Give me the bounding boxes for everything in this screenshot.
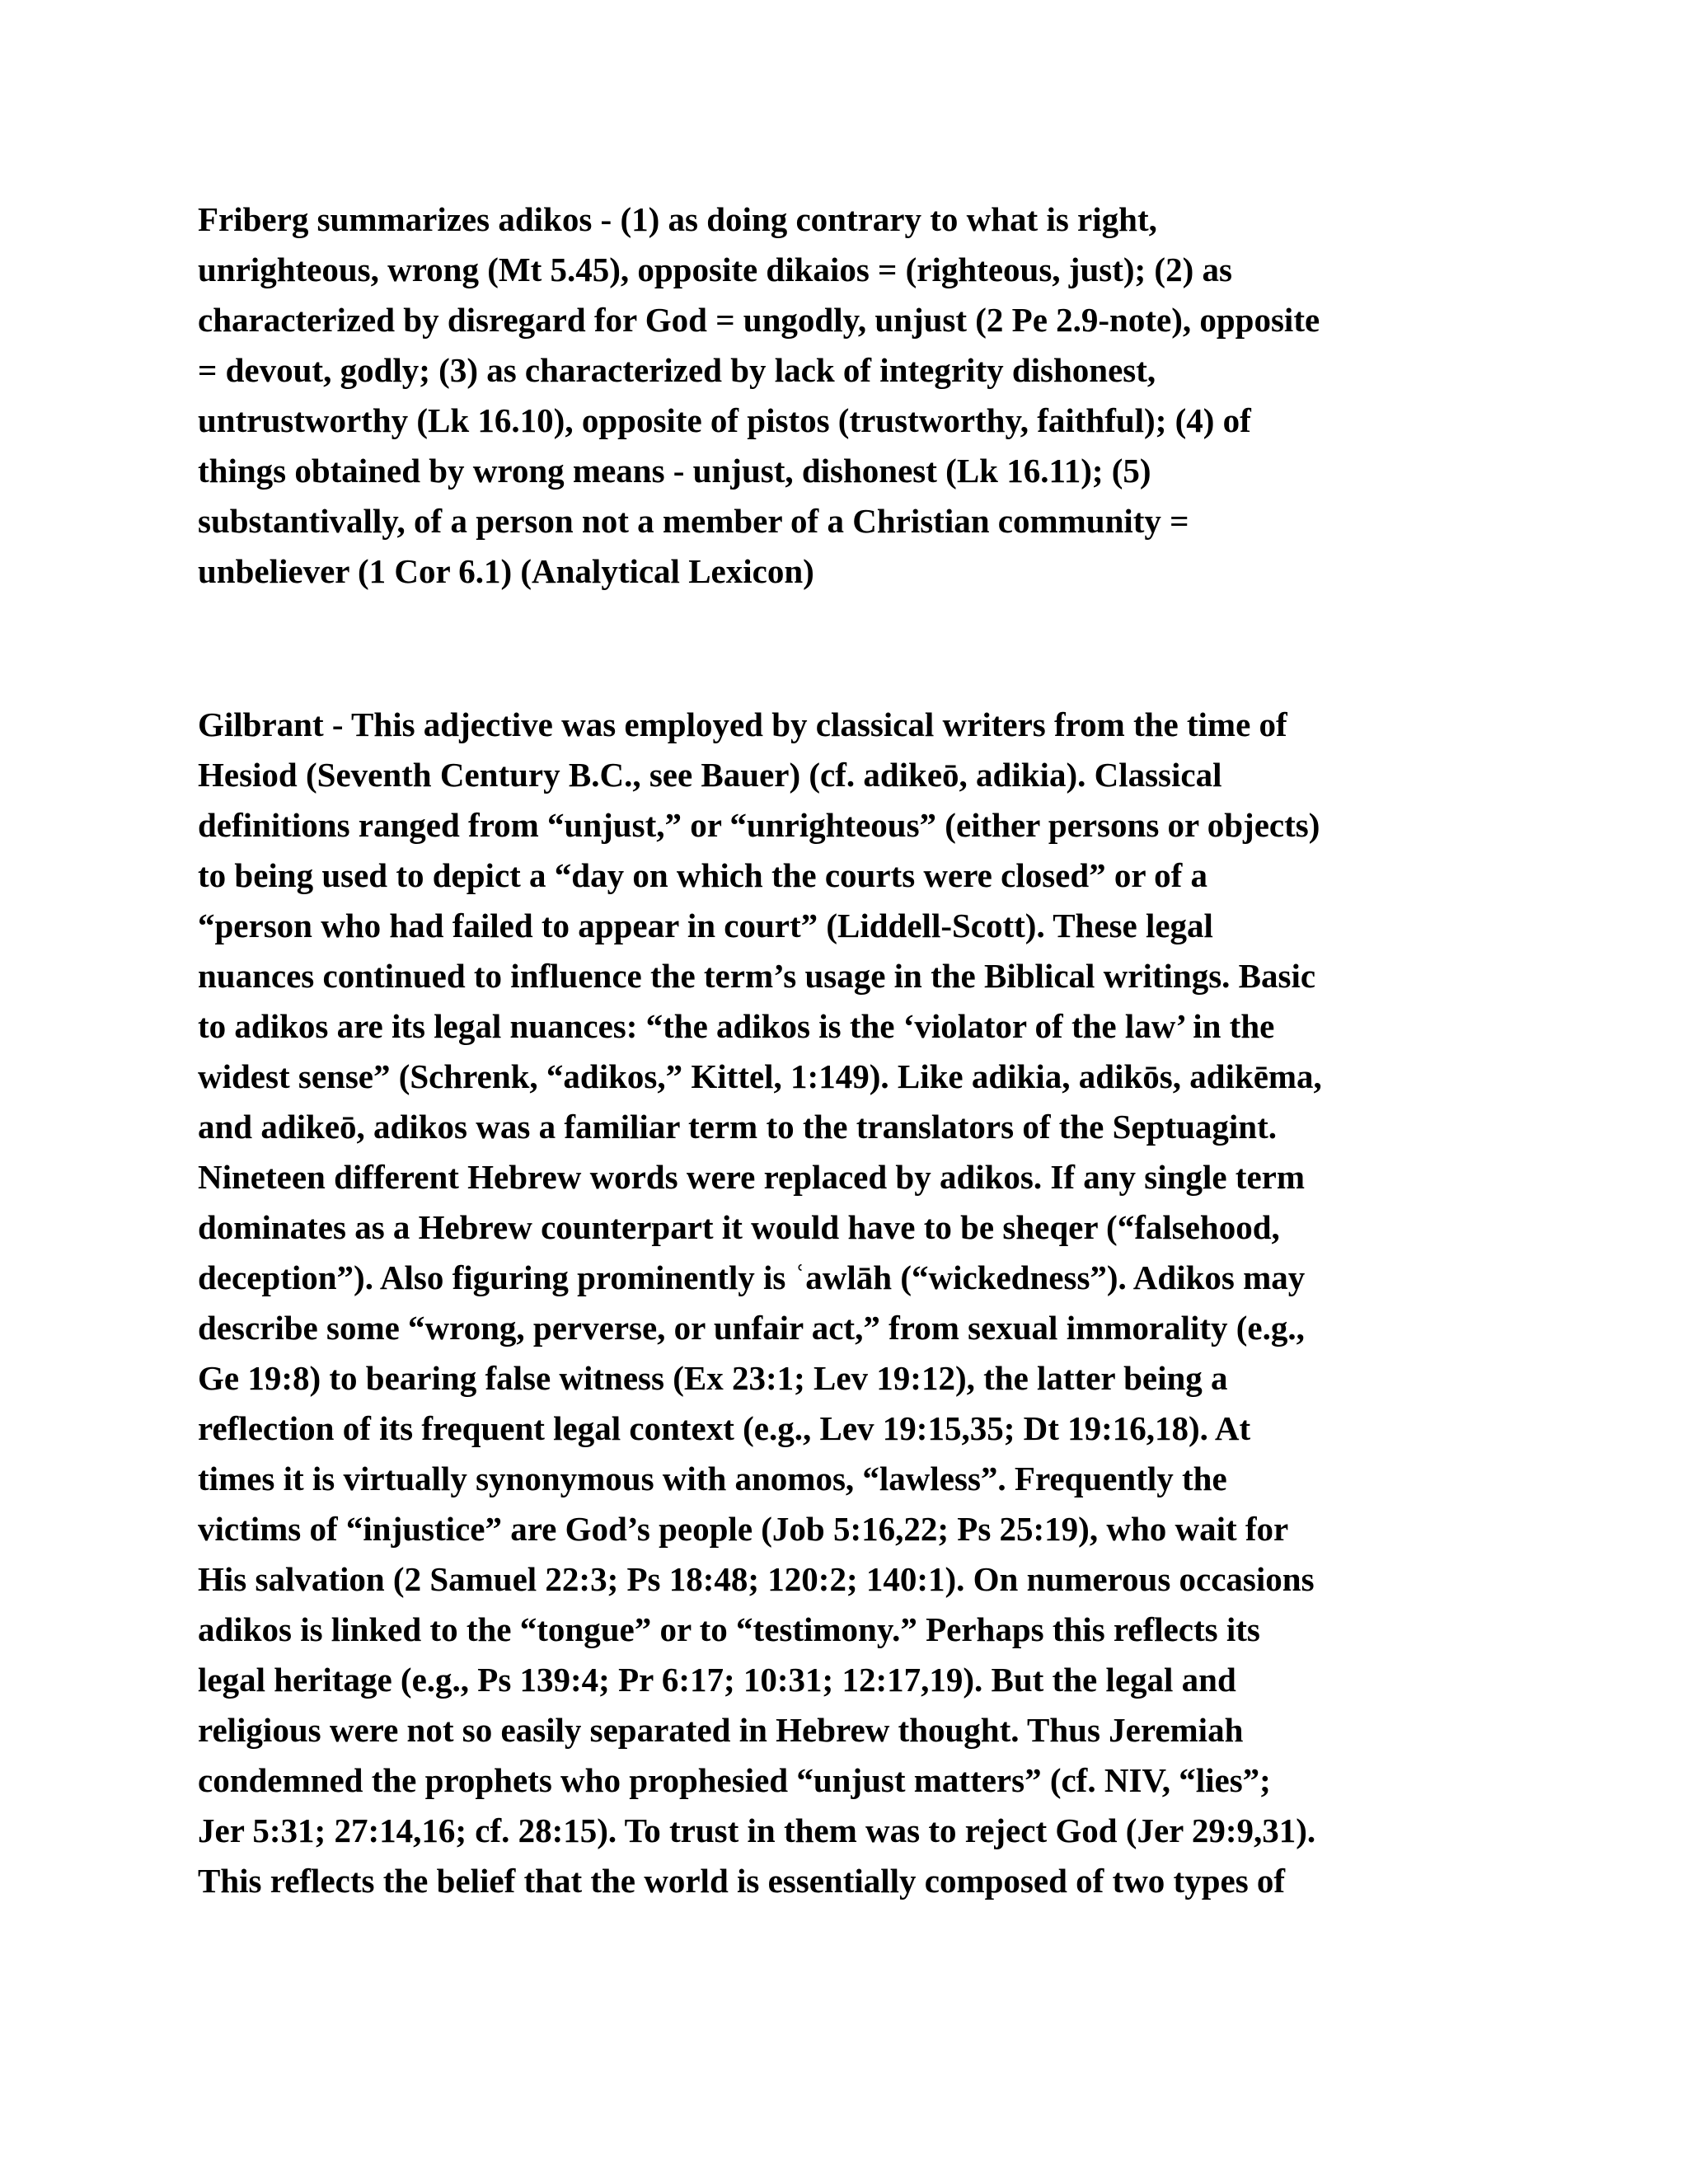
text-line: unrighteous, wrong (Mt 5.45), opposite dikaios = (righteous, just); (2) as [198,251,1232,288]
text-line: unbeliever (1 Cor 6.1) (Analytical Lexicon) [198,552,814,590]
text-line: widest sense” (Schrenk, “adikos,” Kittel, 1:149). Like adikia, adikōs, adikēma, [198,1057,1322,1095]
text-line: things obtained by wrong means - unjust, dishonest (Lk 16.11); (5) [198,452,1151,490]
text-line: religious were not so easily separated in Hebrew thought. Thus Jeremiah [198,1711,1244,1749]
text-line: = devout, godly; (3) as characterized by lack of integrity dishonest, [198,351,1156,389]
text-line: Gilbrant - This adjective was employed by classical writers from the time of [198,705,1287,743]
text-line: His salvation (2 Samuel 22:3; Ps 18:48; 120:2; 140:1). On numerous occasions [198,1560,1315,1598]
text-line: This reflects the belief that the world is essentially composed of two types of [198,1862,1286,1900]
text-line: and adikeō, adikos was a familiar term to the translators of the Septuagint. [198,1108,1277,1146]
text-line: Hesiod (Seventh Century B.C., see Bauer) (cf. adikeō, adikia). Classical [198,756,1222,794]
text-line: nuances continued to influence the term’s usage in the Biblical writings. Basic [198,957,1316,995]
text-line: to being used to depict a “day on which the courts were closed” or of a [198,856,1208,894]
text-line: deception”). Also figuring prominently is ʿawlāh (“wickedness”). Adikos may [198,1258,1306,1296]
text-line: Nineteen different Hebrew words were replaced by adikos. If any single term [198,1158,1305,1196]
text-line: definitions ranged from “unjust,” or “unrighteous” (either persons or objects) [198,806,1320,844]
text-line: condemned the prophets who prophesied “unjust matters” (cf. NIV, “lies”; [198,1761,1271,1799]
gilbrant-paragraph [198,700,1322,1906]
text-line: adikos is linked to the “tongue” or to “testimony.” Perhaps this reflects its [198,1610,1260,1648]
text-line: to adikos are its legal nuances: “the adikos is the ‘violator of the law’ in the [198,1007,1275,1045]
text-line: Friberg summarizes adikos - (1) as doing contrary to what is right, [198,200,1157,238]
text-line: legal heritage (e.g., Ps 139:4; Pr 6:17; 10:31; 12:17,19). But the legal and [198,1661,1236,1699]
text-line: describe some “wrong, perverse, or unfair act,” from sexual immorality (e.g., [198,1309,1305,1347]
text-line: dominates as a Hebrew counterpart it would have to be sheqer (“falsehood, [198,1208,1280,1246]
text-line: victims of “injustice” are God’s people (Job 5:16,22; Ps 25:19), who wait for [198,1510,1289,1548]
text-line: untrustworthy (Lk 16.10), opposite of pistos (trustworthy, faithful); (4) of [198,401,1251,439]
text-line: reflection of its frequent legal context (e.g., Lev 19:15,35; Dt 19:16,18). At [198,1409,1251,1447]
text-line: substantivally, of a person not a member of a Christian community = [198,502,1189,540]
text-line: Ge 19:8) to bearing false witness (Ex 23:1; Lev 19:12), the latter being a [198,1359,1228,1397]
text-line: “person who had failed to appear in court” (Liddell-Scott). These legal [198,907,1213,944]
friberg-paragraph [198,194,1320,597]
text-line: Jer 5:31; 27:14,16; cf. 28:15). To trust in them was to reject God (Jer 29:9,31). [198,1811,1316,1849]
text-line: times it is virtually synonymous with anomos, “lawless”. Frequently the [198,1460,1227,1497]
text-line: characterized by disregard for God = ungodly, unjust (2 Pe 2.9-note), opposite [198,301,1320,339]
